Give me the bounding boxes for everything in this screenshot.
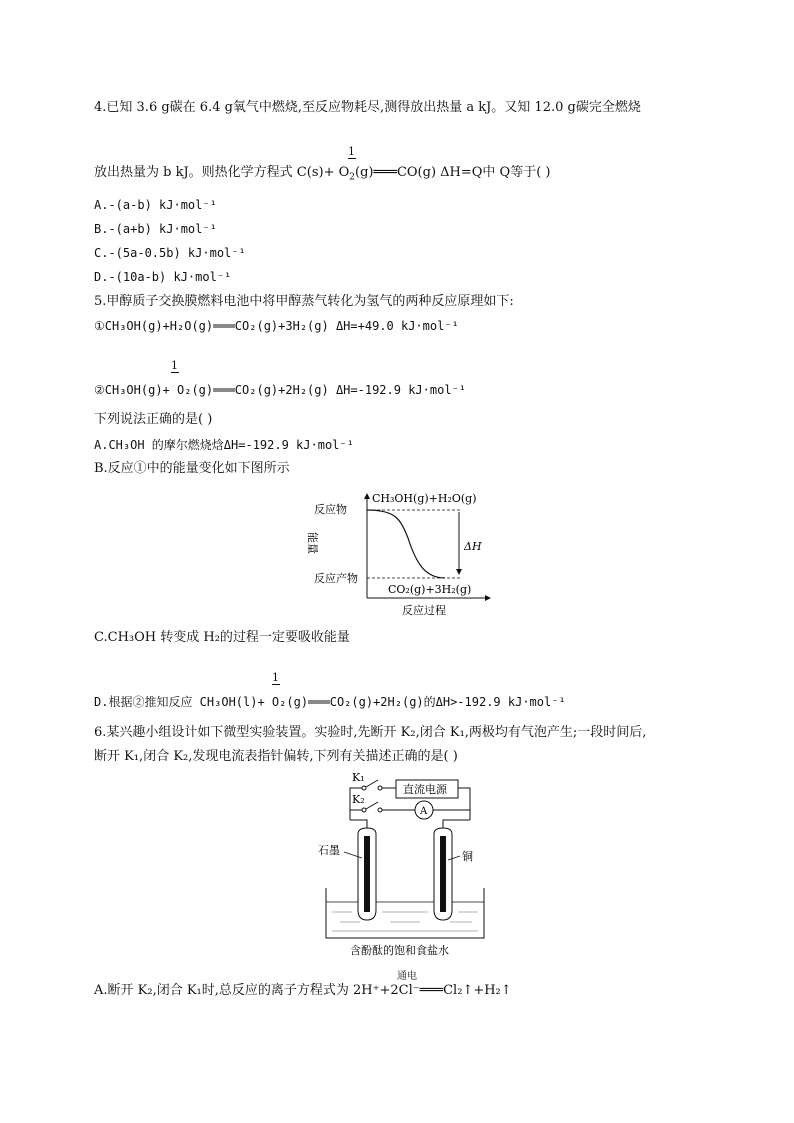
y-axis-label: 能量 <box>306 532 319 554</box>
delta-h-label: ΔH <box>464 540 482 553</box>
ammeter-label: A <box>420 806 428 817</box>
k2-label: K₂ <box>352 793 365 806</box>
q6-option-a: A.断开 K₂,闭合 K₁时,总反应的离子方程式为 2H⁺+2Cl⁻═══Cl₂↑+H₂↑ <box>94 983 512 998</box>
graphite-label: 石墨 <box>318 844 340 857</box>
reactant-formula: CH₃OH(g)+H₂O(g) <box>372 492 477 505</box>
reactant-label: 反应物 <box>314 503 347 516</box>
copper-electrode <box>440 836 446 912</box>
q4-option-b: B.-(a+b) kJ·mol⁻¹ <box>94 222 217 236</box>
q5-frac-num: 1 <box>171 359 178 372</box>
q5-question: 下列说法正确的是( ) <box>94 412 213 427</box>
copper-label: 铜 <box>462 850 473 863</box>
q5-fraction-1 <box>171 360 179 373</box>
energy-curve <box>367 510 445 578</box>
q4-frac-num: 1 <box>348 145 355 158</box>
q4-option-c: C.-(5a-0.5b) kJ·mol⁻¹ <box>94 246 246 260</box>
q5-option-b: B.反应①中的能量变化如下图所示 <box>94 461 290 476</box>
q4-line2-pre: 放出热量为 b kJ。则热化学方程式 C(s)+ O <box>94 165 350 180</box>
product-formula: CO₂(g)+3H₂(g) <box>388 583 472 596</box>
q6-line2: 断开 K₁,闭合 K₂,发现电流表指针偏转,下列有关描述正确的是( ) <box>94 749 458 764</box>
q6-option-a-condition: 通电 <box>397 971 417 982</box>
q5-fraction-2 <box>272 672 280 685</box>
x-axis-label: 反应过程 <box>402 604 446 617</box>
q4-option-a: A.-(a-b) kJ·mol⁻¹ <box>94 198 217 212</box>
q5-eq1: ①CH₃OH(g)+H₂O(g)═══CO₂(g)+3H₂(g) ΔH=+49.0 kJ·mol⁻¹ <box>94 319 459 333</box>
power-label: 直流电源 <box>403 783 447 796</box>
q4-line1: 4.已知 3.6 g碳在 6.4 g氧气中燃烧,至反应物耗尽,测得放出热量 a kJ。又知 12.0 g碳完全燃烧 <box>94 100 641 115</box>
apparatus-diagram <box>300 770 500 960</box>
q5-stem: 5.甲醇质子交换膜燃料电池中将甲醇蒸气转化为氢气的两种反应原理如下: <box>94 294 514 309</box>
switch-k1 <box>366 780 378 787</box>
beaker <box>326 888 484 938</box>
q5-option-d: D.根据②推知反应 CH₃OH(l)+ O₂(g)═══CO₂(g)+2H₂(g)的ΔH>-192.9 kJ·mol⁻¹ <box>94 695 566 709</box>
q4-option-d: D.-(10a-b) kJ·mol⁻¹ <box>94 270 232 284</box>
q5-option-c: C.CH₃OH 转变成 H₂的过程一定要吸收能量 <box>94 630 350 645</box>
q4-fraction <box>348 146 356 159</box>
q5-frac-num-2: 1 <box>272 671 279 684</box>
energy-diagram <box>300 488 500 620</box>
graphite-electrode <box>364 836 370 912</box>
q5-eq2: ②CH₃OH(g)+ O₂(g)═══CO₂(g)+2H₂(g) ΔH=-192.9 kJ·mol⁻¹ <box>94 383 466 397</box>
q4-line2-post: (g)═══CO(g) ΔH=Q中 Q等于( ) <box>355 165 551 180</box>
k1-label: K₁ <box>352 771 365 784</box>
product-label: 反应产物 <box>314 572 358 585</box>
switch-k2 <box>366 802 378 809</box>
solution-hatch <box>332 912 478 931</box>
q4-line2: 放出热量为 b kJ。则热化学方程式 $C(s)+ O_2(g)═══CO(g)$ ΔH=Q中 Q等于( ) <box>94 165 551 183</box>
q6-line1: 6.某兴趣小组设计如下微型实验装置。实验时,先断开 K₂,闭合 K₁,两极均有气泡产生;一段时间后, <box>94 725 647 740</box>
solution-label: 含酚酞的饱和食盐水 <box>350 944 449 957</box>
q5-option-a: A.CH₃OH 的摩尔燃烧焓ΔH=-192.9 kJ·mol⁻¹ <box>94 438 354 452</box>
